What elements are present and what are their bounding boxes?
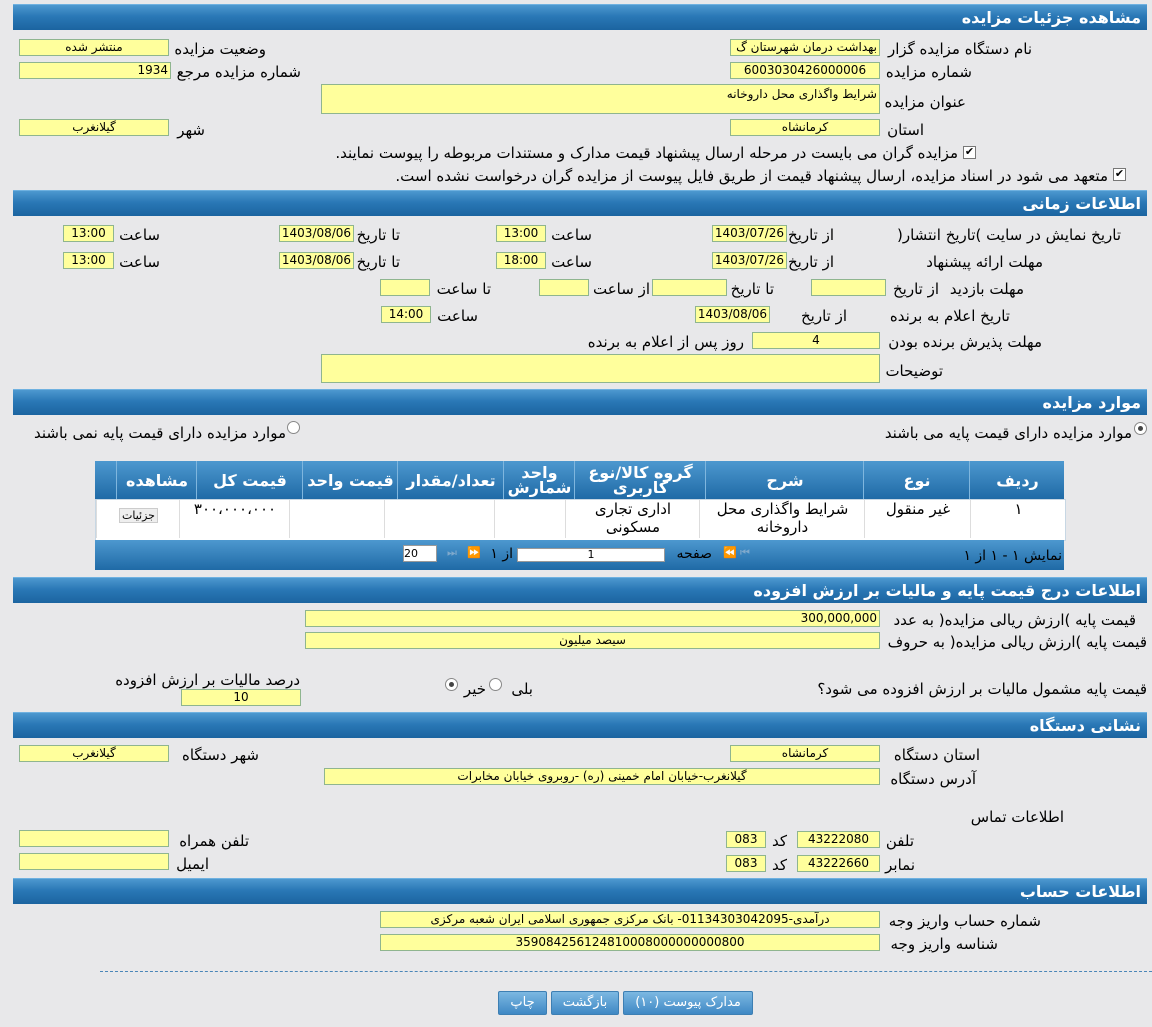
to-hour-label: تا ساعت (436, 280, 491, 298)
to-date-label: تا تاریخ (356, 253, 400, 271)
cell-total: ۳۰۰،۰۰۰،۰۰۰ (179, 500, 290, 538)
display-from-date[interactable]: 1403/07/26 (712, 225, 787, 242)
city-label: شهر (177, 121, 205, 139)
vat-yes-radio[interactable] (489, 678, 502, 691)
offer-deadline-label: مهلت ارائه پیشنهاد (926, 253, 1043, 271)
attachment-required-label: مزایده گران می بایست در مرحله ارسال پیشنهاد قیمت مدارک و مستندات مربوطه را پیوست نمایند. (335, 144, 958, 162)
mobile-label: تلفن همراه (179, 832, 249, 850)
vat-percent-label: درصد مالیات بر ارزش افزوده (115, 671, 300, 689)
no-base-price-radio[interactable] (287, 421, 300, 434)
section-title: اطلاعات حساب (1019, 882, 1141, 901)
offer-from-hour[interactable]: 18:00 (496, 252, 546, 269)
number-label: شماره مزایده (885, 63, 972, 81)
visit-deadline-label: مهلت بازدید (949, 280, 1024, 298)
cell-unit (494, 500, 566, 538)
visit-to-hour[interactable] (380, 279, 430, 296)
display-from-hour[interactable]: 13:00 (496, 225, 546, 242)
cell-qty (384, 500, 495, 538)
payment-id-label: شناسه واریز وجه (890, 935, 998, 953)
col-header-index[interactable]: ردیف (969, 461, 1065, 499)
from-date-label: از تاریخ (787, 253, 834, 271)
section-header-details (13, 4, 1147, 30)
offer-to-date[interactable]: 1403/08/06 (279, 252, 354, 269)
items-grid-header (95, 461, 1064, 499)
display-to-hour[interactable]: 13:00 (63, 225, 114, 242)
from-date-label: از تاریخ (892, 280, 939, 298)
pager-prev-icon[interactable]: ⏪ (723, 546, 737, 559)
col-header-group[interactable]: گروه کالا/نوع کاربری (574, 461, 706, 499)
col-header-qty[interactable]: تعداد/مقدار (397, 461, 504, 499)
display-date-label: تاریخ نمایش در سایت )تاریخ انتشار( (897, 226, 1121, 244)
title-field[interactable]: شرایط واگذاری محل داروخانه (321, 84, 880, 114)
org-province-field[interactable]: کرمانشاه (730, 745, 880, 762)
vat-yes-label: بلی (511, 680, 533, 698)
cell-unit-price (289, 500, 385, 538)
org-city-label: شهر دستگاه (181, 746, 259, 764)
description-label: توضیحات (885, 362, 943, 380)
days-after-label: روز پس از اعلام به برنده (587, 333, 744, 351)
contact-info-label: اطلاعات تماس (970, 808, 1064, 826)
hour-label: ساعت (551, 253, 592, 271)
vat-no-radio[interactable] (445, 678, 458, 691)
hour-label: ساعت (551, 226, 592, 244)
section-header-time (13, 190, 1147, 216)
attachments-button[interactable]: مدارک پیوست (۱۰) (623, 991, 753, 1015)
section-header-price (13, 577, 1147, 603)
announce-from-date[interactable]: 1403/08/06 (695, 306, 770, 323)
visit-from-date[interactable] (811, 279, 886, 296)
title-label: عنوان مزایده (884, 93, 966, 111)
divider (100, 971, 1152, 972)
print-button[interactable]: چاپ (498, 991, 547, 1015)
email-field[interactable] (19, 853, 169, 870)
pager-page-input[interactable]: 1 (517, 548, 665, 562)
cell-view (96, 500, 180, 538)
org-address-field[interactable]: گیلانغرب-خیابان امام خمینی (ره) -روبروی خیابان مخابرات (324, 768, 880, 785)
fax-code-label: کد (771, 856, 787, 874)
no-file-offer-checkbox[interactable]: ✔ (1114, 167, 1125, 180)
pager-next-icon[interactable]: ⏩ (467, 546, 481, 559)
base-price-words-label: قیمت پایه )ارزش ریالی مزایده( به حروف (887, 633, 1147, 651)
phone-label: تلفن (885, 832, 914, 850)
org-province-label: استان دستگاه (893, 746, 980, 764)
pager-of-label: از ۱ (490, 546, 513, 562)
pager-first-icon[interactable]: ⏮ (740, 546, 750, 559)
account-number-field[interactable]: درآمدی-01134303042095- بانک مرکزی جمهوری اسلامی ایران شعبه مرکزی (380, 911, 880, 928)
vat-question-label: قیمت پایه مشمول مالیات بر ارزش افزوده می شود؟ (817, 680, 1147, 698)
col-header-unit-price[interactable]: قیمت واحد (302, 461, 398, 499)
section-title: اطلاعات زمانی (1022, 194, 1141, 213)
base-price-words-field[interactable]: سیصد میلیون (305, 632, 880, 649)
visit-from-hour[interactable] (539, 279, 589, 296)
account-number-label: شماره حساب واریز وجه (888, 912, 1041, 930)
no-base-price-label: موارد مزایده دارای قیمت پایه نمی باشند (34, 424, 286, 442)
status-label: وضعیت مزایده (174, 40, 266, 58)
province-field[interactable]: کرمانشاه (730, 119, 880, 136)
phone-code-field[interactable]: 083 (726, 831, 766, 848)
col-header-type[interactable]: نوع (863, 461, 970, 499)
ref-number-field[interactable]: 1934 (19, 62, 171, 79)
col-header-total[interactable]: قیمت کل (196, 461, 303, 499)
section-header-items (13, 389, 1147, 415)
has-base-price-label: موارد مزایده دارای قیمت پایه می باشند (884, 424, 1132, 442)
to-date-label: تا تاریخ (730, 280, 774, 298)
org-city-field[interactable]: گیلانغرب (19, 745, 169, 762)
fax-code-field[interactable]: 083 (726, 855, 766, 872)
vat-no-label: خیر (463, 680, 486, 698)
status-field[interactable]: منتشر شده (19, 39, 169, 56)
display-to-date[interactable]: 1403/08/06 (279, 225, 354, 242)
fax-label: نمابر (885, 856, 915, 874)
hour-label: ساعت (119, 253, 160, 271)
province-label: استان (887, 121, 924, 139)
offer-from-date[interactable]: 1403/07/26 (712, 252, 787, 269)
section-header-address (13, 712, 1147, 738)
visit-to-date[interactable] (652, 279, 727, 296)
from-date-label: از تاریخ (787, 226, 834, 244)
section-title: مشاهده جزئیات مزایده (961, 8, 1141, 27)
org-field[interactable]: بهداشت درمان شهرستان گ (730, 39, 880, 56)
offer-to-hour[interactable]: 13:00 (63, 252, 114, 269)
col-header-view[interactable]: مشاهده (116, 461, 197, 499)
back-button[interactable]: بازگشت (551, 991, 619, 1015)
announce-hour[interactable]: 14:00 (381, 306, 431, 323)
fax-field[interactable]: 43222660 (797, 855, 880, 872)
cell-index: ۱ (970, 500, 1066, 538)
phone-field[interactable]: 43222080 (797, 831, 880, 848)
announce-date-label: تاریخ اعلام به برنده (889, 307, 1010, 325)
number-field[interactable]: 6003030426000006 (730, 62, 880, 79)
details-button[interactable]: جزئیات (119, 508, 158, 523)
pager-last-icon[interactable]: ⏭ (447, 546, 457, 559)
phone-code-label: کد (771, 832, 787, 850)
hour-label: ساعت (437, 307, 478, 325)
pager-size-input[interactable]: 20 (403, 545, 437, 562)
section-title: موارد مزایده (1042, 393, 1141, 412)
section-title: اطلاعات درج قیمت پایه و مالیات بر ارزش افزوده (753, 581, 1141, 600)
description-field[interactable] (321, 354, 880, 383)
city-field[interactable]: گیلانغرب (19, 119, 169, 136)
pager-page-label: صفحه (676, 546, 712, 562)
email-label: ایمیل (176, 855, 209, 873)
section-header-account (13, 878, 1147, 904)
has-base-price-radio[interactable] (1134, 422, 1147, 435)
base-price-number-label: قیمت پایه )ارزش ریالی مزایده( به عدد (893, 611, 1136, 629)
mobile-field[interactable] (19, 830, 169, 847)
items-grid-pager (95, 540, 1064, 570)
accept-days-field[interactable]: 4 (752, 332, 880, 349)
no-file-offer-label: متعهد می شود در اسناد مزایده، ارسال پیشنهاد قیمت از طریق فایل پیوست از مزایده گران درخواست نشده است. (395, 167, 1108, 185)
ref-number-label: شماره مزایده مرجع (176, 63, 301, 81)
accept-deadline-label: مهلت پذیرش برنده بودن (888, 333, 1042, 351)
vat-percent-field[interactable]: 10 (181, 689, 301, 706)
base-price-number-field[interactable]: 300,000,000 (305, 610, 880, 627)
payment-id-field[interactable]: 359084256124810008000000000800 (380, 934, 880, 951)
cell-group: اداری تجاری مسکونی (565, 500, 700, 538)
pager-summary: نمایش ۱ - ۱ از ۱ (963, 548, 1062, 564)
hour-label: ساعت (119, 226, 160, 244)
cell-type: غیر منقول (864, 500, 971, 538)
to-date-label: تا تاریخ (356, 226, 400, 244)
org-label: نام دستگاه مزایده گزار (887, 40, 1032, 58)
attachment-required-checkbox[interactable]: ✔ (964, 145, 975, 158)
org-address-label: آدرس دستگاه (890, 770, 976, 788)
table-row (95, 499, 1066, 541)
col-header-desc[interactable]: شرح (705, 461, 864, 499)
section-title: نشانی دستگاه (1029, 716, 1141, 735)
from-hour-label: از ساعت (593, 280, 650, 298)
col-header-unit[interactable]: واحد شمارش (503, 461, 575, 499)
cell-desc: شرایط واگذاری محل داروخانه (699, 500, 865, 538)
from-date-label: از تاریخ (800, 307, 847, 325)
